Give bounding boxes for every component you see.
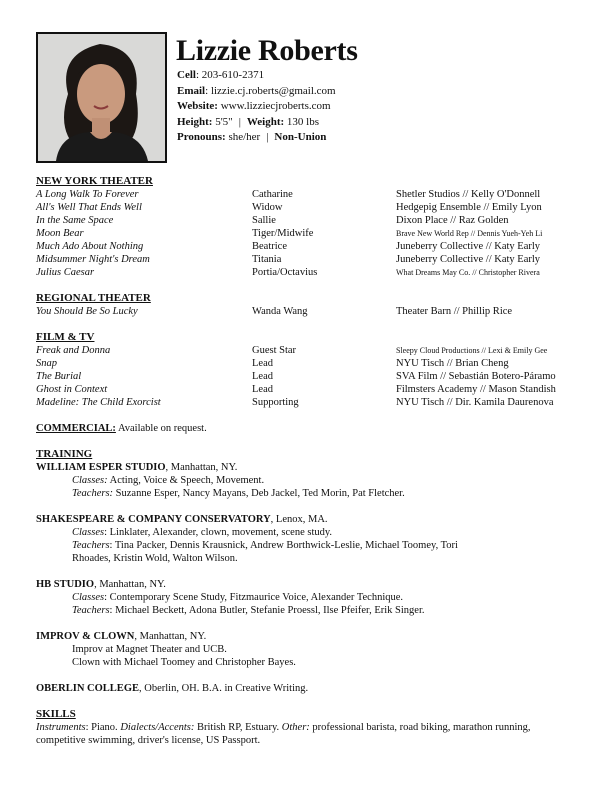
credit-title: You Should Be So Lucky — [36, 306, 138, 317]
improv-line-2: Clown with Michael Toomey and Christopher Bayes. — [72, 657, 296, 668]
credit-title: Freak and Donna — [36, 345, 111, 356]
esper-classes: Classes: Acting, Voice & Speech, Movement. — [72, 475, 265, 486]
credit-row — [36, 240, 576, 253]
training-improv: IMPROV & CLOWN, Manhattan, NY. — [36, 631, 207, 642]
website-line: Website: www.lizziecjroberts.com — [177, 100, 331, 112]
credit-title: Julius Caesar — [36, 267, 95, 278]
credit-role: Lead — [252, 371, 273, 382]
height-value: 5'5" — [215, 115, 233, 128]
credit-company: Hedgepig Ensemble // Emily Lyon — [396, 202, 542, 213]
credit-title: All's Well That Ends Well — [36, 202, 142, 213]
credit-role: Wanda Wang — [252, 306, 308, 317]
credit-company: Juneberry Collective // Katy Early — [396, 241, 541, 252]
credit-company: Sleepy Cloud Productions // Lexi & Emily Gee — [396, 346, 548, 355]
skills-line-1: Instruments: Piano. Dialects/Accents: British RP, Estuary. Other: professional barista, road biking, marathon running, — [36, 722, 531, 733]
credit-company: Shetler Studios // Kelly O'Donnell — [396, 189, 541, 200]
credit-row — [36, 266, 576, 279]
credit-row — [36, 188, 576, 201]
credit-company: Brave New World Rep // Dennis Yueh-Yeh Li — [396, 229, 543, 238]
shakespeare-teachers-cont: Rhoades, Kristin Wold, Walton Wilson. — [72, 553, 238, 564]
training-hb: HB STUDIO, Manhattan, NY. — [36, 579, 166, 590]
credit-title: Ghost in Context — [36, 384, 108, 395]
credit-row — [36, 253, 576, 266]
esper-teachers: Teachers: Suzanne Esper, Nancy Mayans, Deb Jackel, Ted Morin, Pat Fletcher. — [72, 488, 405, 499]
credit-role: Sallie — [252, 215, 276, 226]
email-line: Email: lizzie.cj.roberts@gmail.com — [177, 84, 336, 97]
section-regional-theater: REGIONAL THEATER — [36, 292, 151, 304]
skills-line-2: competitive swimming, driver's license, US Passport. — [36, 735, 261, 746]
credit-company: Theater Barn // Phillip Rice — [396, 306, 513, 317]
credit-company: Filmsters Academy // Mason Standish — [396, 384, 556, 395]
credit-company: Dixon Place // Raz Golden — [396, 215, 509, 226]
credit-company: What Dreams May Co. // Christopher Rivera — [396, 268, 540, 277]
credit-title: In the Same Space — [36, 215, 114, 226]
training-oberlin: OBERLIN COLLEGE, Oberlin, OH. B.A. in Creative Writing. — [36, 683, 309, 694]
credit-role: Catharine — [252, 189, 293, 200]
hb-teachers: Teachers: Michael Beckett, Adona Butler, Stefanie Proessl, Ilse Pfeifer, Erik Singer. — [72, 605, 425, 616]
commercial-text: Available on request. — [117, 423, 207, 434]
credit-role: Guest Star — [252, 345, 297, 356]
training-esper: WILLIAM ESPER STUDIO, Manhattan, NY. — [36, 462, 238, 473]
credit-role: Beatrice — [252, 241, 287, 252]
headshot-image — [38, 34, 165, 161]
credit-company: NYU Tisch // Brian Cheng — [396, 358, 509, 369]
credit-row — [36, 370, 576, 383]
credit-company: NYU Tisch // Dir. Kamila Daurenova — [396, 397, 554, 408]
credit-title: Madeline: The Child Exorcist — [36, 397, 161, 408]
credit-role: Supporting — [252, 397, 299, 408]
section-skills: SKILLS — [36, 708, 76, 720]
hb-classes: Classes: Contemporary Scene Study, Fitzmaurice Voice, Alexander Technique. — [72, 592, 404, 603]
pronouns-line: Pronouns: she/her | Non-Union — [177, 131, 327, 143]
union-status: Non-Union — [274, 131, 327, 143]
section-training: TRAINING — [36, 448, 93, 460]
credit-role: Lead — [252, 384, 273, 395]
credit-row — [36, 396, 576, 409]
credit-role: Tiger/Midwife — [252, 228, 314, 239]
pronouns-value: she/her — [228, 131, 261, 143]
credit-title: The Burial — [36, 371, 82, 382]
headshot-photo — [36, 32, 167, 163]
credit-role: Titania — [252, 254, 282, 265]
credit-company: Juneberry Collective // Katy Early — [396, 254, 541, 265]
improv-line-1: Improv at Magnet Theater and UCB. — [72, 644, 227, 655]
credit-title: Much Ado About Nothing — [36, 241, 144, 252]
credit-row — [36, 383, 576, 396]
cell-value[interactable]: 203-610-2371 — [201, 69, 265, 81]
credit-title: Snap — [36, 358, 57, 369]
credit-title: Midsummer Night's Dream — [36, 254, 150, 265]
credit-row — [36, 357, 576, 370]
credit-role: Portia/Octavius — [252, 267, 318, 278]
credit-company: SVA Film // Sebastián Botero-Páramo — [396, 371, 556, 382]
shakespeare-teachers: Teachers: Tina Packer, Dennis Krausnick, Andrew Borthwick-Leslie, Michael Toomey, Tori — [72, 540, 458, 551]
credit-role: Widow — [252, 202, 283, 213]
weight-value: 130 lbs — [286, 115, 320, 128]
credit-title: Moon Bear — [36, 228, 84, 239]
email-value[interactable]: lizzie.cj.roberts@gmail.com — [210, 84, 336, 97]
credit-row — [36, 305, 576, 318]
cell-line: Cell: 203-610-2371 — [177, 69, 265, 81]
actor-name: Lizzie Roberts — [176, 34, 358, 67]
commercial-line — [36, 422, 207, 435]
credit-row — [36, 227, 576, 240]
shakespeare-classes: Classes: Linklater, Alexander, clown, movement, scene study. — [72, 527, 333, 538]
credit-title: A Long Walk To Forever — [36, 189, 139, 200]
credit-row — [36, 344, 576, 357]
measurements-line: Height: 5'5" | Weight: 130 lbs — [177, 115, 320, 128]
contact-block — [177, 68, 336, 146]
credit-row — [36, 214, 576, 227]
credit-role: Lead — [252, 358, 273, 369]
training-shakespeare: SHAKESPEARE & COMPANY CONSERVATORY, Lenox, MA. — [36, 514, 328, 525]
section-film-tv: FILM & TV — [36, 331, 95, 343]
section-ny-theater: NEW YORK THEATER — [36, 175, 153, 187]
credit-row — [36, 201, 576, 214]
section-commercial: COMMERCIAL: — [36, 423, 116, 434]
website-value[interactable]: www.lizziecjroberts.com — [220, 100, 331, 112]
